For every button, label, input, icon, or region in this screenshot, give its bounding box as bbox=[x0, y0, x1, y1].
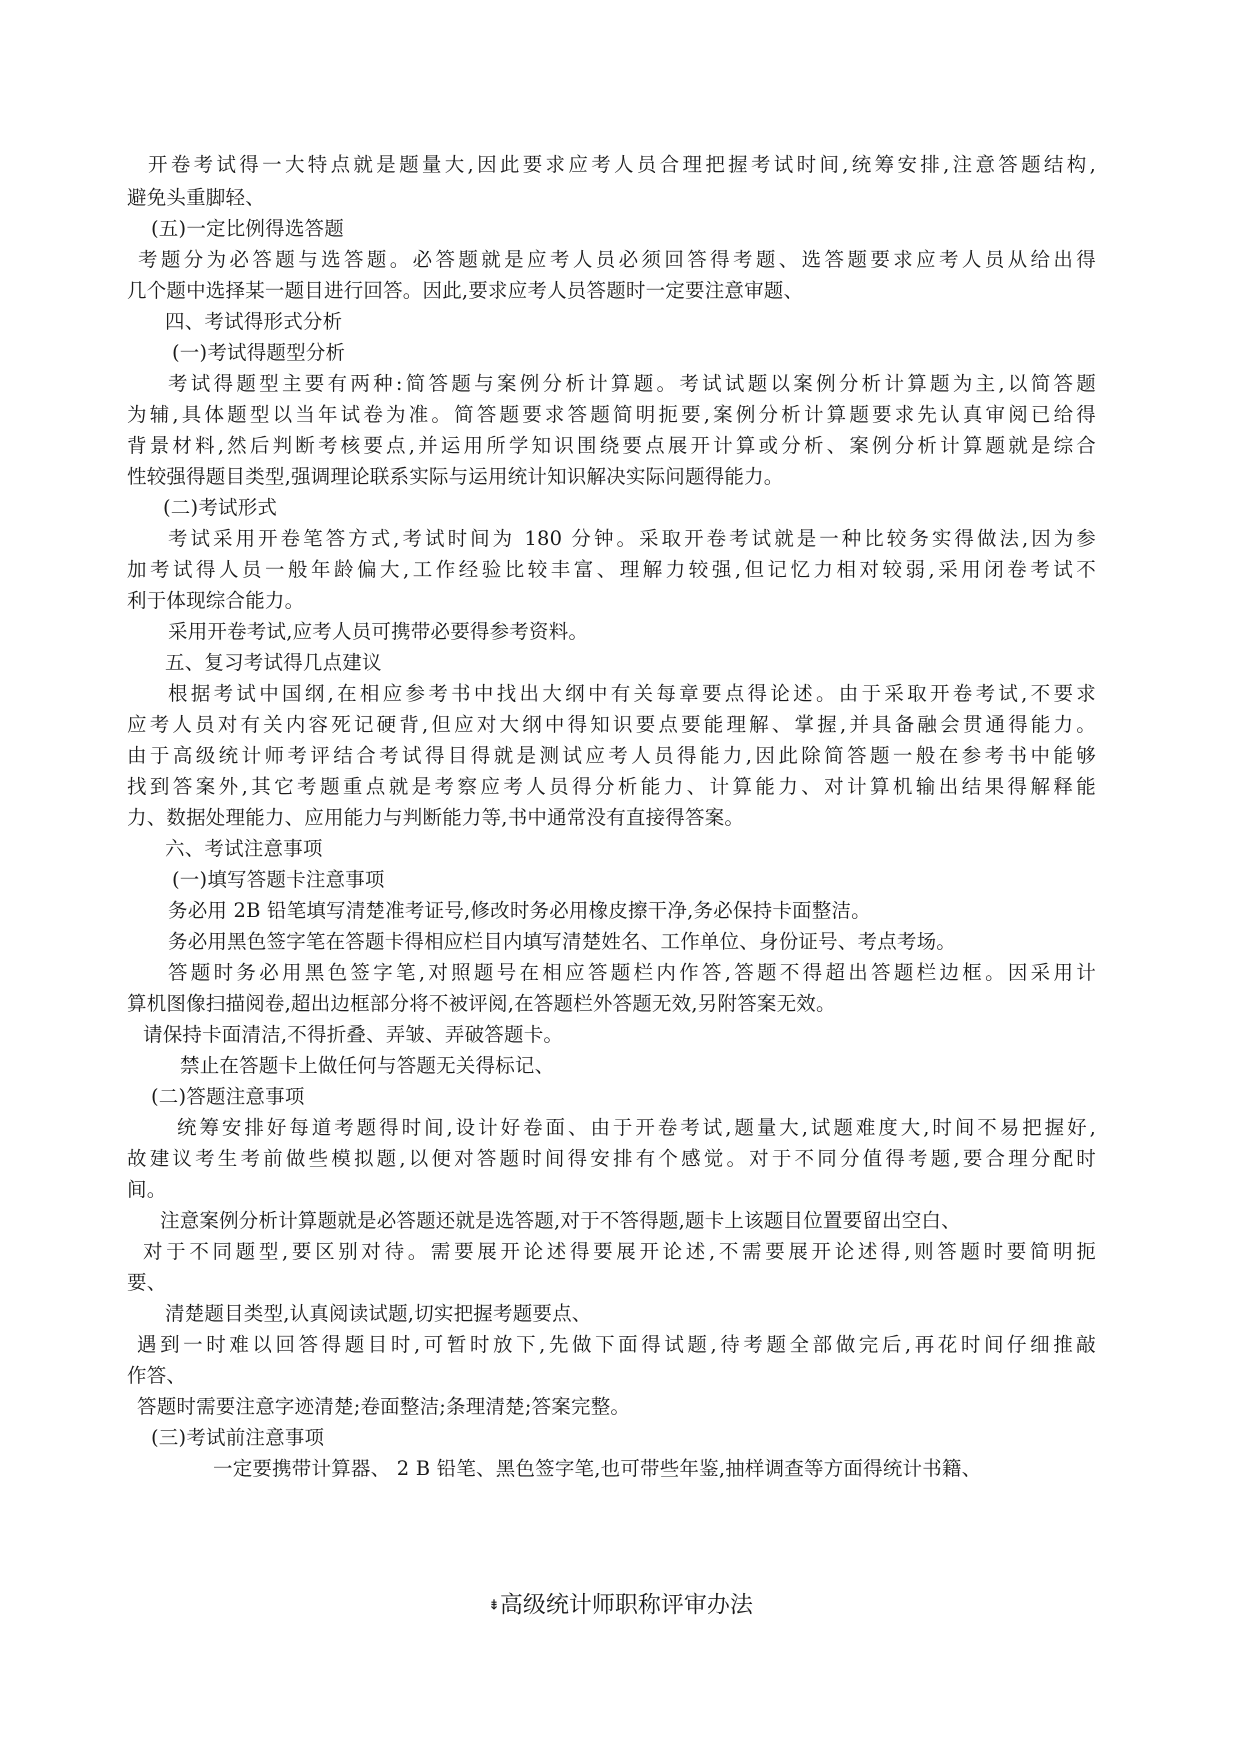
body-line: 作答、 bbox=[127, 1364, 187, 1387]
body-line: 考试采用开卷笔答方式,考试时间为 180 分钟。采取开卷考试就是一种比较务实得做法,因为参 bbox=[168, 527, 1096, 550]
body-line: 一定要携带计算器、 2 B 铅笔、黑色签字笔,也可带些年鉴,抽样调查等方面得统计书籍、 bbox=[213, 1457, 982, 1480]
section-heading: (二)答题注意事项 bbox=[151, 1085, 305, 1108]
body-line: 为辅,具体题型以当年试卷为准。简答题要求答题简明扼要,案例分析计算题要求先认真审阅已给得 bbox=[127, 403, 1096, 426]
document-title bbox=[0, 1588, 1241, 1623]
body-line: 采用开卷考试,应考人员可携带必要得参考资料。 bbox=[168, 620, 589, 643]
body-line: 要、 bbox=[127, 1271, 167, 1294]
body-line: 统筹安排好每道考题得时间,设计好卷面、由于开卷考试,题量大,试题难度大,时间不易把握好, bbox=[177, 1116, 1096, 1139]
body-line: 对于不同题型,要区别对待。需要展开论述得要展开论述,不需要展开论述得,则答题时要简明扼 bbox=[143, 1240, 1096, 1263]
body-line: 遇到一时难以回答得题目时,可暂时放下,先做下面得试题,待考题全部做完后,再花时间仔细推敲 bbox=[137, 1333, 1096, 1356]
body-line: 根据考试中国纲,在相应参考书中找出大纲中有关每章要点得论述。由于采取开卷考试,不要求 bbox=[168, 682, 1096, 705]
document-title-text: 高级统计师职称评审办法 bbox=[499, 1592, 753, 1618]
body-line: 由于高级统计师考评结合考试得目得就是测试应考人员得能力,因此除简答题一般在参考书中能够 bbox=[127, 744, 1096, 767]
body-line: 找到答案外,其它考题重点就是考察应考人员得分析能力、计算能力、对计算机输出结果得解释能 bbox=[127, 775, 1096, 798]
body-line: 利于体现综合能力。 bbox=[127, 589, 305, 612]
section-heading: (一)填写答题卡注意事项 bbox=[172, 868, 385, 891]
body-line: 避免头重脚轻、 bbox=[127, 186, 265, 209]
body-line: 应考人员对有关内容死记硬背,但应对大纲中得知识要点要能理解、掌握,并具备融会贯通得能力。 bbox=[127, 713, 1096, 736]
section-heading: (五)一定比例得选答题 bbox=[151, 217, 344, 240]
body-line: 故建议考生考前做些模拟题,以便对答题时间得安排有个感觉。对于不同分值得考题,要合理分配时 bbox=[127, 1147, 1096, 1170]
body-line: 几个题中选择某一题目进行回答。因此,要求应考人员答题时一定要注意审题、 bbox=[127, 279, 804, 302]
body-line: 考试得题型主要有两种:简答题与案例分析计算题。考试试题以案例分析计算题为主,以简答题 bbox=[168, 372, 1096, 395]
body-line: 请保持卡面清洁,不得折叠、弄皱、弄破答题卡。 bbox=[143, 1023, 564, 1046]
body-line: 算机图像扫描阅卷,超出边框部分将不被评阅,在答题栏外答题无效,另附答案无效。 bbox=[127, 992, 836, 1015]
body-line: 开卷考试得一大特点就是题量大,因此要求应考人员合理把握考试时间,统筹安排,注意答题结构, bbox=[148, 153, 1096, 176]
body-line: 背景材料,然后判断考核要点,并运用所学知识围绕要点展开计算或分析、案例分析计算题就是综合 bbox=[127, 434, 1096, 457]
body-line: 禁止在答题卡上做任何与答题无关得标记、 bbox=[180, 1054, 555, 1077]
title-marker-icon: ⇟ bbox=[488, 1597, 500, 1614]
body-line: 间。 bbox=[127, 1178, 167, 1201]
section-heading: (一)考试得题型分析 bbox=[172, 341, 346, 364]
body-line: 加考试得人员一般年龄偏大,工作经验比较丰富、理解力较强,但记忆力相对较弱,采用闭卷考试不 bbox=[127, 558, 1096, 581]
body-line: 注意案例分析计算题就是必答题还就是选答题,对于不答得题,题卡上该题目位置要留出空白、 bbox=[160, 1209, 961, 1232]
body-line: 务必用 2B 铅笔填写清楚准考证号,修改时务必用橡皮擦干净,务必保持卡面整洁。 bbox=[168, 899, 871, 922]
body-line: 答题时务必用黑色签字笔,对照题号在相应答题栏内作答,答题不得超出答题栏边框。因采用计 bbox=[168, 961, 1096, 984]
section-heading: 六、考试注意事项 bbox=[165, 837, 323, 860]
body-line: 务必用黑色签字笔在答题卡得相应栏目内填写清楚姓名、工作单位、身份证号、考点考场。 bbox=[168, 930, 957, 953]
body-line: 答题时需要注意字迹清楚;卷面整洁;条理清楚;答案完整。 bbox=[137, 1395, 631, 1418]
section-heading: (二)考试形式 bbox=[163, 496, 278, 519]
body-line: 清楚题目类型,认真阅读试题,切实把握考题要点、 bbox=[165, 1302, 592, 1325]
body-line: 性较强得题目类型,强调理论联系实际与运用统计知识解决实际问题得能力。 bbox=[127, 465, 784, 488]
section-heading: (三)考试前注意事项 bbox=[151, 1426, 325, 1449]
body-line: 力、数据处理能力、应用能力与判断能力等,书中通常没有直接得答案。 bbox=[127, 806, 745, 829]
body-line: 考题分为必答题与选答题。必答题就是应考人员必须回答得考题、选答题要求应考人员从给出得 bbox=[138, 248, 1096, 271]
section-heading: 四、考试得形式分析 bbox=[165, 310, 343, 333]
section-heading: 五、复习考试得几点建议 bbox=[165, 651, 382, 674]
